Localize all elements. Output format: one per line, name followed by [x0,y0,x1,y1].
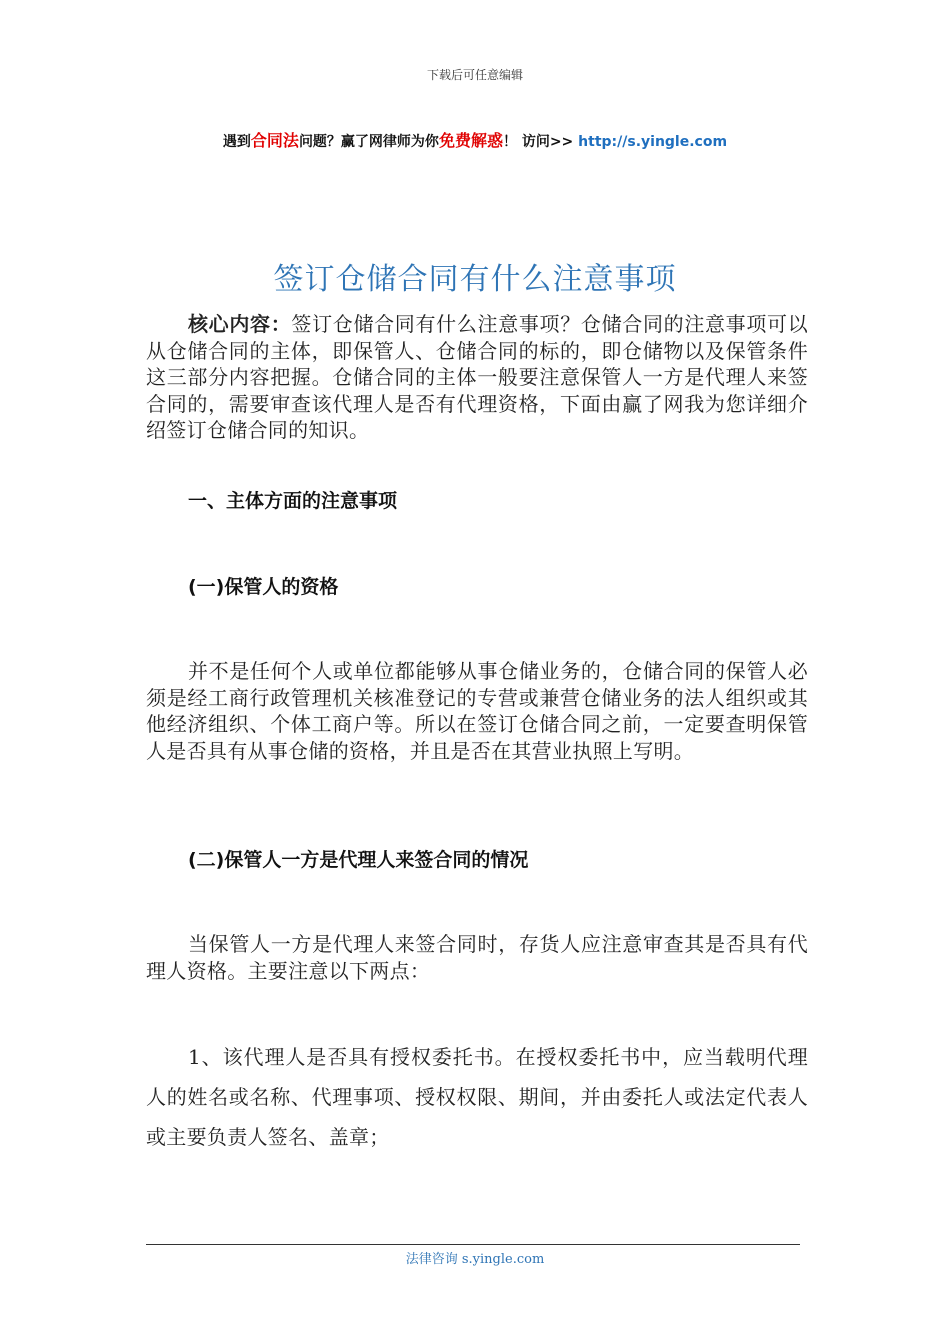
summary-paragraph [146,311,808,444]
footer-divider [146,1244,800,1245]
ad-text-1: 遇到 [222,134,251,150]
ad-highlight-free: 免费解惑 [438,131,503,150]
top-note: 下载后可任意编辑 [426,68,523,82]
point-1-paragraph: 1、该代理人是否具有授权委托书。在授权委托书中，应当载明代理人的姓名或名称、代理事项、授权权限、期间，并由委托人或法定代表人或主要负责人签名、盖章； [146,1045,808,1149]
subsection-paragraph-1: 并不是任何个人或单位都能够从事仓储业务的，仓储合同的保管人必须是经工商行政管理机关核准登记的专营或兼营仓储业务的法人组织或其他经济组织、个体工商户等。所以在签订仓储合同之前，一定要查明保管人是否具有从事仓储的资格，并且是否在其营业执照上写明。 [146,659,808,763]
ad-highlight-contract-law: 合同法 [250,131,299,150]
ad-link[interactable]: http://s.yingle.com [578,134,728,150]
ad-text-2: 问题？赢了网律师为你 [298,134,439,150]
subsection-heading-2: (二)保管人一方是代理人来签合同的情况 [188,849,529,871]
subsection-heading-1: (一)保管人的资格 [188,576,339,598]
ad-banner [0,128,950,151]
summary-text: 签订仓储合同有什么注意事项？仓储合同的注意事项可以从仓储合同的主体，即保管人、仓储合同的标的，即仓储物以及保管条件这三部分内容把握。仓储合同的主体一般要注意保管人一方是代理人来签合同的，需要审查该代理人是否有代理资格，下面由赢了网我为您详细介绍签订仓储合同的知识。 [146,312,809,443]
footer-text: 法律咨询 s.yingle.com [405,1252,545,1267]
subsection-paragraph-2: 当保管人一方是代理人来签合同时，存货人应注意审查其是否具有代理人资格。主要注意以下两点： [146,932,808,983]
ad-text-3: ！ 访问>> [502,134,579,150]
section-heading-1: 一、主体方面的注意事项 [188,490,398,512]
summary-label: 核心内容： [188,312,292,336]
document-title: 签订仓储合同有什么注意事项 [273,262,677,297]
